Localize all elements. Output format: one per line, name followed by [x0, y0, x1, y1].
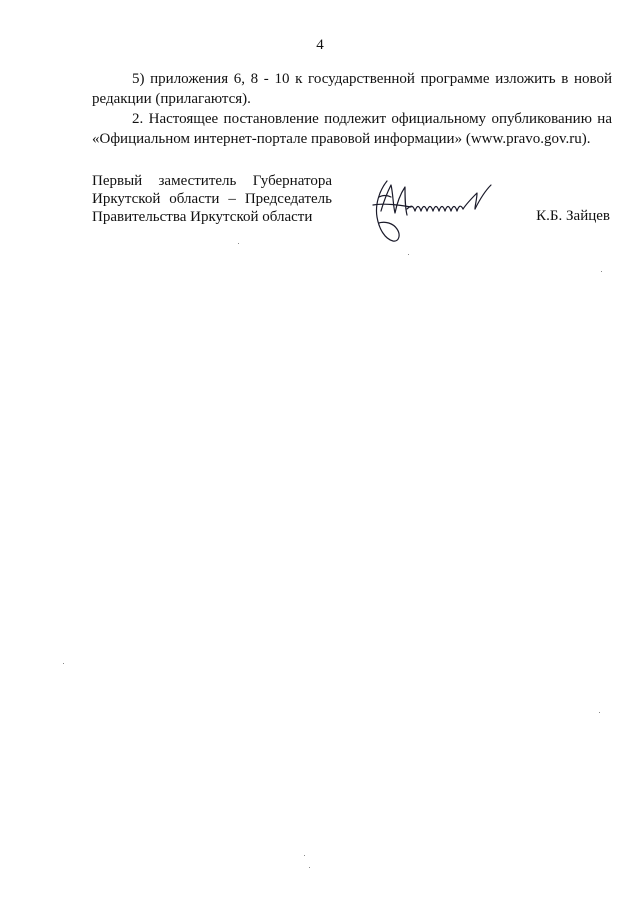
- scan-speck: [309, 867, 310, 868]
- scan-speck: [408, 254, 409, 255]
- paragraph-publication: 2. Настоящее постановление подлежит официальному опубликованию на «Официальном интернет-портале правовой информации» (www.pravo.gov.ru).: [92, 111, 612, 147]
- signatory-position-line-2: Иркутской области – Председатель: [92, 191, 332, 207]
- scan-speck: [601, 271, 602, 272]
- scan-speck: [599, 712, 600, 713]
- scan-speck: [63, 663, 64, 664]
- signatory-position: [92, 172, 332, 226]
- page-number: 4: [316, 37, 324, 53]
- signatory-position-line-1: Первый заместитель Губернатора: [92, 173, 332, 189]
- signatory-position-line-3: Правительства Иркутской области: [92, 209, 313, 225]
- paragraph-item-5-applications: 5) приложения 6, 8 - 10 к государственной программе изложить в новой редакции (прилагаются).: [92, 71, 612, 107]
- handwritten-signature-icon: [365, 175, 500, 245]
- document-body: [92, 69, 612, 149]
- scan-speck: [238, 243, 239, 244]
- scan-speck: [304, 855, 305, 856]
- signer-name: К.Б. Зайцев: [536, 208, 610, 224]
